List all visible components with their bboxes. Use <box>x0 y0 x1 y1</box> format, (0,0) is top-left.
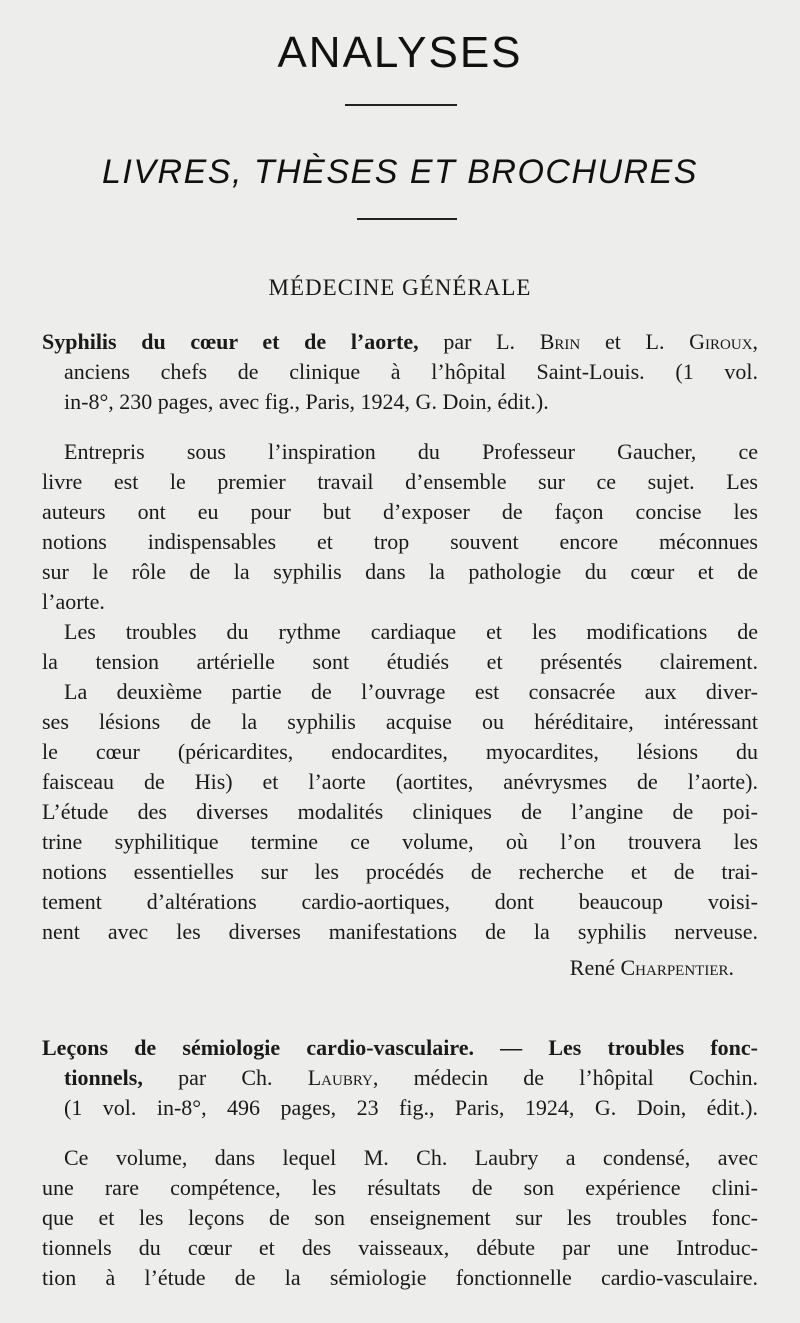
review1-body-line: La deuxième partie de l’ouvrage est consacrée aux diver- <box>64 679 758 704</box>
review1-citation-line2: anciens chefs de clinique à l’hôpital Saint-Louis. (1 vol. <box>64 359 758 384</box>
review1-body-line: trine syphilitique termine ce volume, où l’on trouvera les <box>42 829 758 854</box>
title-divider <box>345 104 457 106</box>
review2-body-line: Ce volume, dans lequel M. Ch. Laubry a condensé, avec <box>64 1145 758 1170</box>
review1-body-line: ses lésions de la syphilis acquise ou héréditaire, intéressant <box>42 709 758 734</box>
review1-citation-line3: in-8°, 230 pages, avec fig., Paris, 1924, G. Doin, édit.). <box>64 389 549 414</box>
review2-citation-line2: tionnels, par Ch. Laubry, médecin de l’hôpital Cochin. <box>64 1065 759 1090</box>
review1-body-line: l’aorte. <box>42 589 105 614</box>
review1-body-line: livre est le premier travail d’ensemble sur ce sujet. Les <box>42 469 758 494</box>
review2-body-line: une rare compétence, les résultats de son expérience clini- <box>42 1175 758 1200</box>
review1-body-line: faisceau de His) et l’aorte (aortites, anévrysmes de l’aorte). <box>42 769 758 794</box>
review1-body-line: tement d’altérations cardio-aortiques, dont beaucoup voisi- <box>42 889 758 914</box>
review1-body-line: nent avec les diverses manifestations de la syphilis nerveuse. <box>42 919 758 944</box>
review1-body-line: auteurs ont eu pour but d’exposer de façon concise les <box>42 499 758 524</box>
review1-body-line: le cœur (péricardites, endocardites, myocardites, lésions du <box>42 739 758 764</box>
subtitle-divider <box>357 218 457 220</box>
review1-body-line: Entrepris sous l’inspiration du Professeur Gaucher, ce <box>64 439 758 464</box>
review2-citation-line1: Leçons de sémiologie cardio-vasculaire. — Les troubles fonc- <box>42 1035 758 1060</box>
page-title: ANALYSES <box>277 28 523 77</box>
review1-body-line: notions essentielles sur les procédés de recherche et de trai- <box>42 859 758 884</box>
review2-author: Laubry, <box>307 1065 379 1090</box>
review1-author2: Giroux, <box>689 329 759 354</box>
review1-body-line: Les troubles du rythme cardiaque et les modifications de <box>64 619 758 644</box>
review1-citation-line1: Syphilis du cœur et de l’aorte, par L. Brin et L. Giroux, <box>42 329 759 354</box>
review2-body-line: tionnels du cœur et des vaisseaux, débute par une Introduc- <box>42 1235 758 1260</box>
review1-body-line: notions indispensables et trop souvent encore méconnues <box>42 529 758 554</box>
review1-body-line: la tension artérielle sont étudiés et présentés clairement. <box>42 649 758 674</box>
review2-citation-line3: (1 vol. in-8°, 496 pages, 23 fig., Paris, 1924, G. Doin, édit.). <box>64 1095 758 1120</box>
review1-body-line: sur le rôle de la syphilis dans la pathologie du cœur et de <box>42 559 758 584</box>
review1-author1: Brin <box>539 329 581 354</box>
review1-signature: René Charpentier. <box>569 955 734 980</box>
section-subtitle: LIVRES, THÈSES ET BROCHURES <box>102 153 698 191</box>
review2-body-line: tion à l’étude de la sémiologie fonctionnelle cardio-vasculaire. <box>42 1265 758 1290</box>
review1-book-title: Syphilis du cœur et de l’aorte, <box>42 329 419 354</box>
review1-body-line: L’étude des diverses modalités cliniques de l’angine de poi- <box>42 799 758 824</box>
review2-body-line: que et les leçons de son enseignement sur les troubles fonc- <box>42 1205 758 1230</box>
section-heading: MÉDECINE GÉNÉRALE <box>268 275 532 300</box>
